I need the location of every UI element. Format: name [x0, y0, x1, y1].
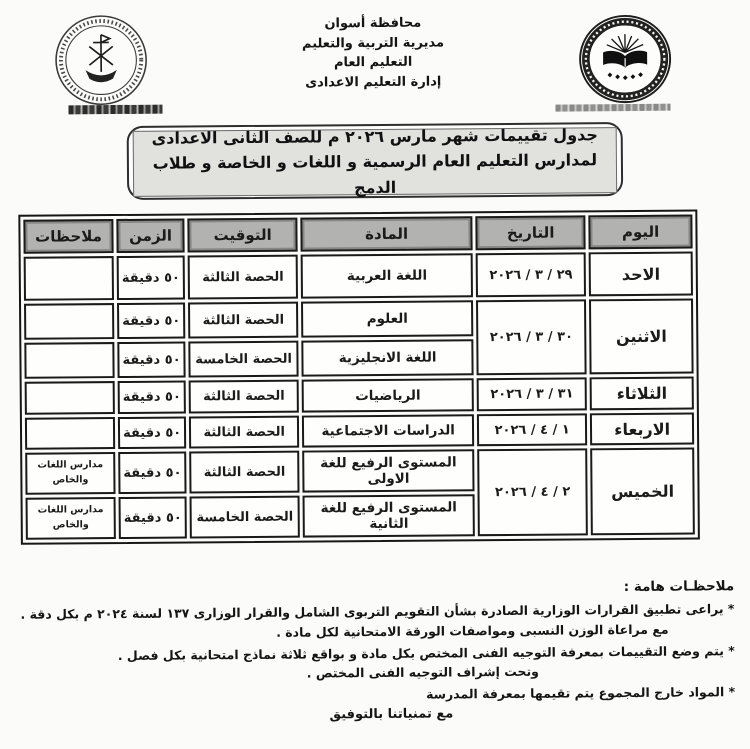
table-header-row — [23, 215, 692, 254]
period-cell: الحصة الثالثة — [189, 416, 299, 449]
schedule-title-box — [127, 122, 624, 200]
col-header-duration: الزمن — [116, 218, 184, 253]
closing-wish-line: مع تمنياتنا بالتوفيق — [329, 706, 454, 723]
col-header-notes: ملاحظات — [23, 219, 113, 254]
org-line-prep-administration: إدارة التعليم الاعدادى — [305, 73, 442, 91]
period-cell: الحصة الثالثة — [188, 302, 298, 339]
footnote-line: * يراعى تطبيق القرارات الوزارية الصادرة بشأن التقويم التربوى الشامل والقرار الوزارى ١٣٧ لسنة ٢٠٢٤ م بكل دقة . — [20, 601, 735, 622]
footnote-line: * المواد خارج المجموع يتم تقيمها بمعرفة المدرسة — [426, 684, 736, 702]
subject-cell: المستوى الرفيع للغة الثانية — [303, 494, 475, 537]
col-header-day: اليوم — [588, 215, 692, 250]
duration-cell: ٥٠ دقيقة — [117, 302, 185, 339]
org-line-directorate: مديرية التربية والتعليم — [301, 34, 445, 52]
duration-cell: ٥٠ دقيقة — [118, 380, 186, 414]
date-cell: ٢ / ٤ / ٢٠٢٦ — [477, 448, 588, 536]
subject-cell: المستوى الرفيع للغة الاولى — [302, 449, 474, 492]
notes-cell: مدارس اللغات والخاص — [25, 452, 115, 495]
ministry-of-education-emblem-icon — [577, 14, 674, 109]
subject-cell: الدراسات الاجتماعية — [302, 414, 474, 447]
footnotes-heading: ملاحظـات هامة : — [623, 578, 735, 596]
title-line-1: جدول تقييمات شهر مارس ٢٠٢٦ م للصف الثانى الاعدادى — [151, 124, 598, 148]
duration-cell: ٥٠ دقيقة — [119, 496, 187, 539]
footnote-line: وتحت إشراف التوجيه الفنى المختص . — [306, 663, 539, 681]
date-cell: ١ / ٤ / ٢٠٢٦ — [477, 413, 587, 446]
notes-cell — [24, 303, 114, 340]
footnote-line: مع مراعاة الوزن النسبى ومواصفات الورقة الامتحانية لكل مادة . — [276, 621, 669, 640]
aswan-governorate-seal-icon — [52, 14, 151, 113]
table-row — [24, 252, 693, 301]
table-row — [25, 376, 694, 414]
date-cell: ٢٩ / ٣ / ٢٠٢٦ — [476, 252, 586, 297]
notes-cell: مدارس اللغات والخاص — [26, 497, 116, 540]
title-line-2: لمدارس التعليم العام الرسمية و اللغات و الخاصة و طلاب الدمج — [152, 150, 598, 197]
period-cell: الحصة الثالثة — [189, 451, 299, 494]
footnote-line: * يتم وضع التقييمات بمعرفة التوجيه الفنى المختص بكل مادة و بواقع ثلاثة نماذج امتحانية بكل فصل . — [117, 643, 735, 664]
subject-cell: اللغة الانجليزية — [301, 339, 473, 376]
notes-cell — [24, 342, 114, 379]
col-header-subject: المادة — [300, 216, 472, 251]
notes-cell — [25, 417, 115, 450]
notes-cell — [25, 381, 115, 415]
org-line-general-education: التعليم العام — [333, 54, 413, 71]
notes-cell — [24, 256, 114, 301]
period-cell: الحصة الثالثة — [189, 380, 299, 414]
day-cell: الثلاثاء — [590, 376, 694, 410]
duration-cell: ٥٠ دقيقة — [117, 341, 185, 378]
issuing-authority-block — [228, 13, 519, 93]
day-cell: الاثنين — [589, 299, 694, 375]
period-cell: الحصة الخامسة — [188, 341, 298, 378]
stamp-signature-bar-right — [555, 104, 670, 112]
exam-schedule-table — [18, 209, 700, 544]
footnotes-section — [12, 578, 735, 725]
col-header-date: التاريخ — [475, 215, 585, 250]
subject-cell: الرياضيات — [302, 378, 474, 412]
day-cell: الخميس — [590, 447, 695, 535]
table-row — [25, 447, 694, 494]
table-row — [24, 299, 693, 340]
subject-cell: اللغة العربية — [301, 253, 473, 298]
duration-cell: ٥٠ دقيقة — [117, 255, 185, 300]
duration-cell: ٥٠ دقيقة — [118, 416, 186, 449]
col-header-period: التوقيت — [187, 218, 297, 253]
day-cell: الاحد — [589, 252, 693, 297]
period-cell: الحصة الثالثة — [188, 255, 298, 300]
date-cell: ٣١ / ٣ / ٢٠٢٦ — [477, 377, 587, 411]
table-row — [25, 412, 694, 449]
stamp-signature-bar-left — [68, 105, 162, 115]
period-cell: الحصة الخامسة — [190, 496, 300, 539]
subject-cell: العلوم — [301, 300, 473, 337]
date-cell: ٣٠ / ٣ / ٢٠٢٦ — [476, 299, 587, 375]
day-cell: الاربعاء — [590, 412, 694, 445]
schedule-title — [133, 124, 618, 197]
org-line-governorate: محافظة أسوان — [324, 15, 422, 32]
duration-cell: ٥٠ دقيقة — [118, 451, 186, 494]
